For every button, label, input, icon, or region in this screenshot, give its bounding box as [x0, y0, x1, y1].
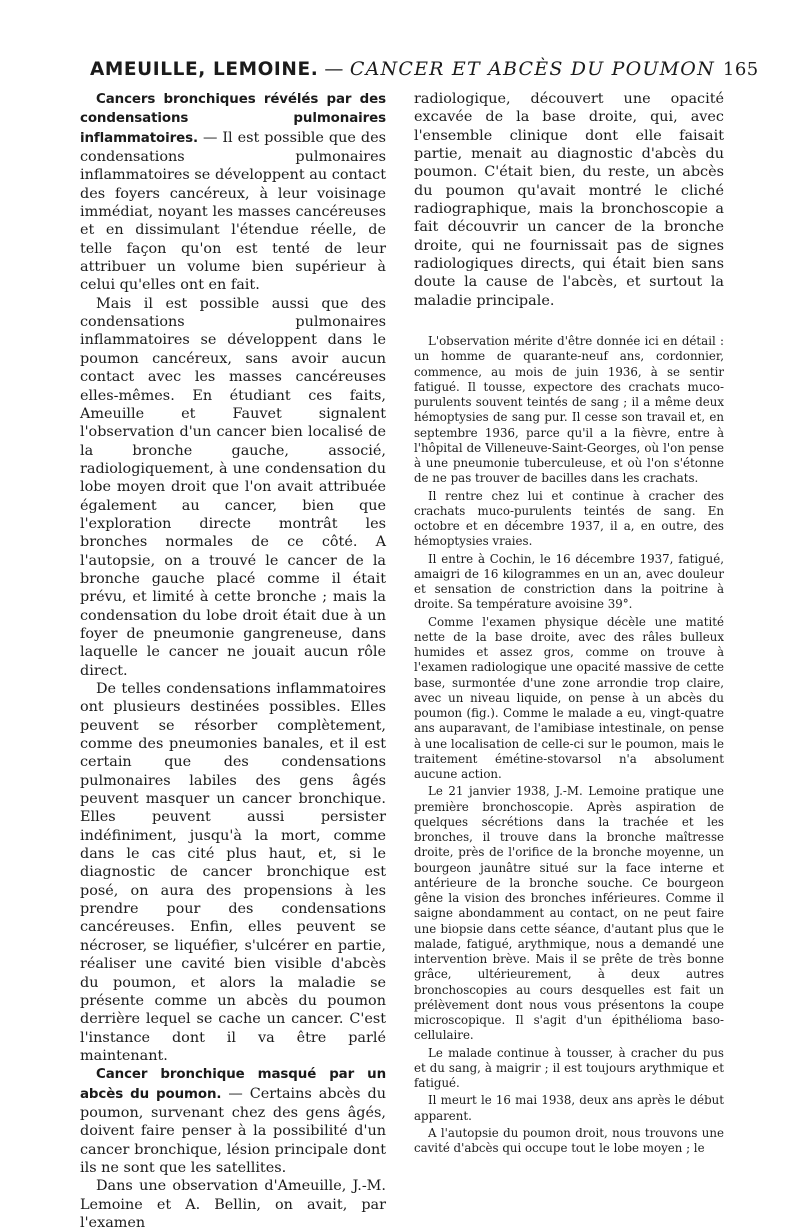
section1-p1-text: — Il est possible que des condensations pulmonaires inflammatoires se développent au contact des foyers cancéreux, à leur voisinage immédiat, noyant les masses cancéreuses et en dissimulant l'étendue réelle, de telle façon qu'on est tenté de leur attribuer un volume bien supérieur à celui qu'elles ont en fait.	[80, 129, 386, 294]
section2-p1-text: — Certains abcès du poumon, survenant chez des gens âgés, doivent faire penser à la possibilité d'un cancer bronchique, lésion principale dont ils ne sont que les satellites.	[80, 1085, 387, 1176]
header-title: CANCER ET ABCÈS DU POUMON	[349, 58, 715, 80]
observation-paragraph-5: Le 21 janvier 1938, J.-M. Lemoine pratique une première bronchoscopie. Après aspiration de quelques sécrétions dans la trachée et les bronches, il trouve dans la bronche maîtresse droite, près de l'orifice de la bronche moyenne, un bourgeon jaunâtre situé sur la face interne et antérieure de la bronche souche. Ce bourgeon gêne la vision des bronches inférieures. Comme il saigne abondamment au contact, on ne peut faire une biopsie dans cette séance, d'autant plus que le malade, fatigué, arythmique, nous a demandé une intervention brève. Mais il se prête de très bonne grâce, ultérieurement, à deux autres bronchoscopies au cours desquelles est fait un prélèvement dont nous vous présentons la coupe microscopique. Il s'agit d'un épithélioma baso-cellulaire.	[414, 784, 724, 1043]
observation-block	[414, 334, 724, 1156]
observation-paragraph-1: L'observation mérite d'être donnée ici en détail : un homme de quarante-neuf ans, cordonnier, commence, au mois de juin 1936, à se sentir fatigué. Il tousse, expectore des crachats muco-purulents souvent teintés de sang ; il a même deux hémoptysies de sang pur. Il cesse son travail et, en septembre 1936, parce qu'il a la fièvre, entre à l'hôpital de Villeneuve-Saint-Georges, où l'on pense à une pneumonie tuberculeuse, et où l'on s'étonne de ne pas trouver de bacilles dans les crachats.	[414, 334, 724, 486]
observation-paragraph-4: Comme l'examen physique décèle une matité nette de la base droite, avec des râles bulleux humides et assez gros, comme on trouve à l'examen radiologique une opacité massive de cette base, surmontée d'une zone arrondie trop claire, avec un niveau liquide, on pense à un abcès du poumon (fig.). Comme le malade a eu, vingt-quatre ans auparavant, de l'amibiase intestinale, on pense à une localisation de celle-ci sur le poumon, mais le traitement émétine-stovarsol n'a absolument aucune action.	[414, 614, 724, 782]
header-left	[90, 56, 715, 83]
header-authors: AMEUILLE, LEMOINE.	[90, 59, 319, 80]
header-separator: —	[324, 58, 344, 80]
section1-heading: Cancers bronchiques révélés par des condensations pulmonaires inflammatoires.	[80, 92, 386, 146]
section2-paragraph-2: Dans une observation d'Ameuille, J.-M. Lemoine et A. Bellin, on avait, par l'examen	[80, 1178, 386, 1231]
running-header	[90, 56, 759, 86]
section1-paragraph-2: Mais il est possible aussi que des condensations pulmonaires inflammatoires se développent dans le poumon cancéreux, sans avoir aucun contact avec les masses cancéreuses elles-mêmes. En étudiant ces faits, Ameuille et Fauvet signalent l'observation d'un cancer bien localisé de la bronche gauche, associé, radiologiquement, à une condensation du lobe moyen droit que l'on avait attribuée également au cancer, bien que l'exploration directe montrât les bronches normales de ce côté. A l'autopsie, on a trouvé le cancer de la bronche gauche placé comme il était prévu, et limité à cette bronche ; mais la condensation du lobe droit était due à un foyer de pneumonie gangreneuse, dans laquelle le cancer ne jouait aucun rôle direct.	[80, 295, 386, 679]
continued-text-block	[414, 90, 724, 310]
observation-paragraph-6: Le malade continue à tousser, à cracher du pus et du sang, à maigrir ; il est toujours arythmique et fatigué.	[414, 1045, 724, 1091]
section1-paragraph-1	[80, 90, 386, 295]
continued-paragraph: radiologique, découvert une opacité excavée de la base droite, qui, avec l'ensemble clinique dont elle faisait partie, menait au diagnostic d'abcès du poumon. C'était bien, du reste, un abcès du poumon qu'avait montré le cliché radiographique, mais la bronchoscopie a fait découvrir un cancer de la bronche droite, qui ne fournissait pas de signes radiologiques directs, qui était bien sans doute la cause de l'abcès, et surtout la maladie principale.	[414, 91, 724, 309]
section2-paragraph-1	[80, 1065, 386, 1177]
left-column	[80, 90, 386, 1232]
observation-paragraph-8: A l'autopsie du poumon droit, nous trouvons une cavité d'abcès qui occupe tout le lobe moyen ; le	[414, 1125, 724, 1156]
observation-paragraph-3: Il entre à Cochin, le 16 décembre 1937, fatigué, amaigri de 16 kilogrammes en un an, avec douleur et sensation de constriction dans la poitrine à droite. Sa température avoisine 39°.	[414, 551, 724, 612]
observation-paragraph-7: Il meurt le 16 mai 1938, deux ans après le début apparent.	[414, 1093, 724, 1123]
page-number: 165	[722, 59, 759, 80]
observation-paragraph-2: Il rentre chez lui et continue à cracher des crachats muco-purulents teintés de sang. En octobre et en décembre 1937, il a, en outre, des hémoptysies vraies.	[414, 488, 724, 549]
section1-paragraph-3: De telles condensations inflammatoires ont plusieurs destinées possibles. Elles peuvent se résorber complètement, comme des pneumonies banales, et il est certain que des condensations pulmonaires labiles des gens âgés peuvent masquer un cancer bronchique. Elles peuvent aussi persister indéfiniment, jusqu'à la mort, comme dans le cas cité plus haut, et, si le diagnostic de cancer bronchique est posé, on aura des propensions à les prendre pour des condensations cancéreuses. Enfin, elles peuvent se nécroser, se liquéfier, s'ulcérer en partie, réaliser une cavité bien visible d'abcès du poumon, et alors la maladie se présente comme un abcès du poumon derrière lequel se cache un cancer. C'est l'instance dont il va être parlé maintenant.	[80, 681, 386, 1064]
section2-heading: Cancer bronchique masqué par un abcès du poumon.	[80, 1067, 386, 1102]
right-column	[414, 90, 724, 1158]
